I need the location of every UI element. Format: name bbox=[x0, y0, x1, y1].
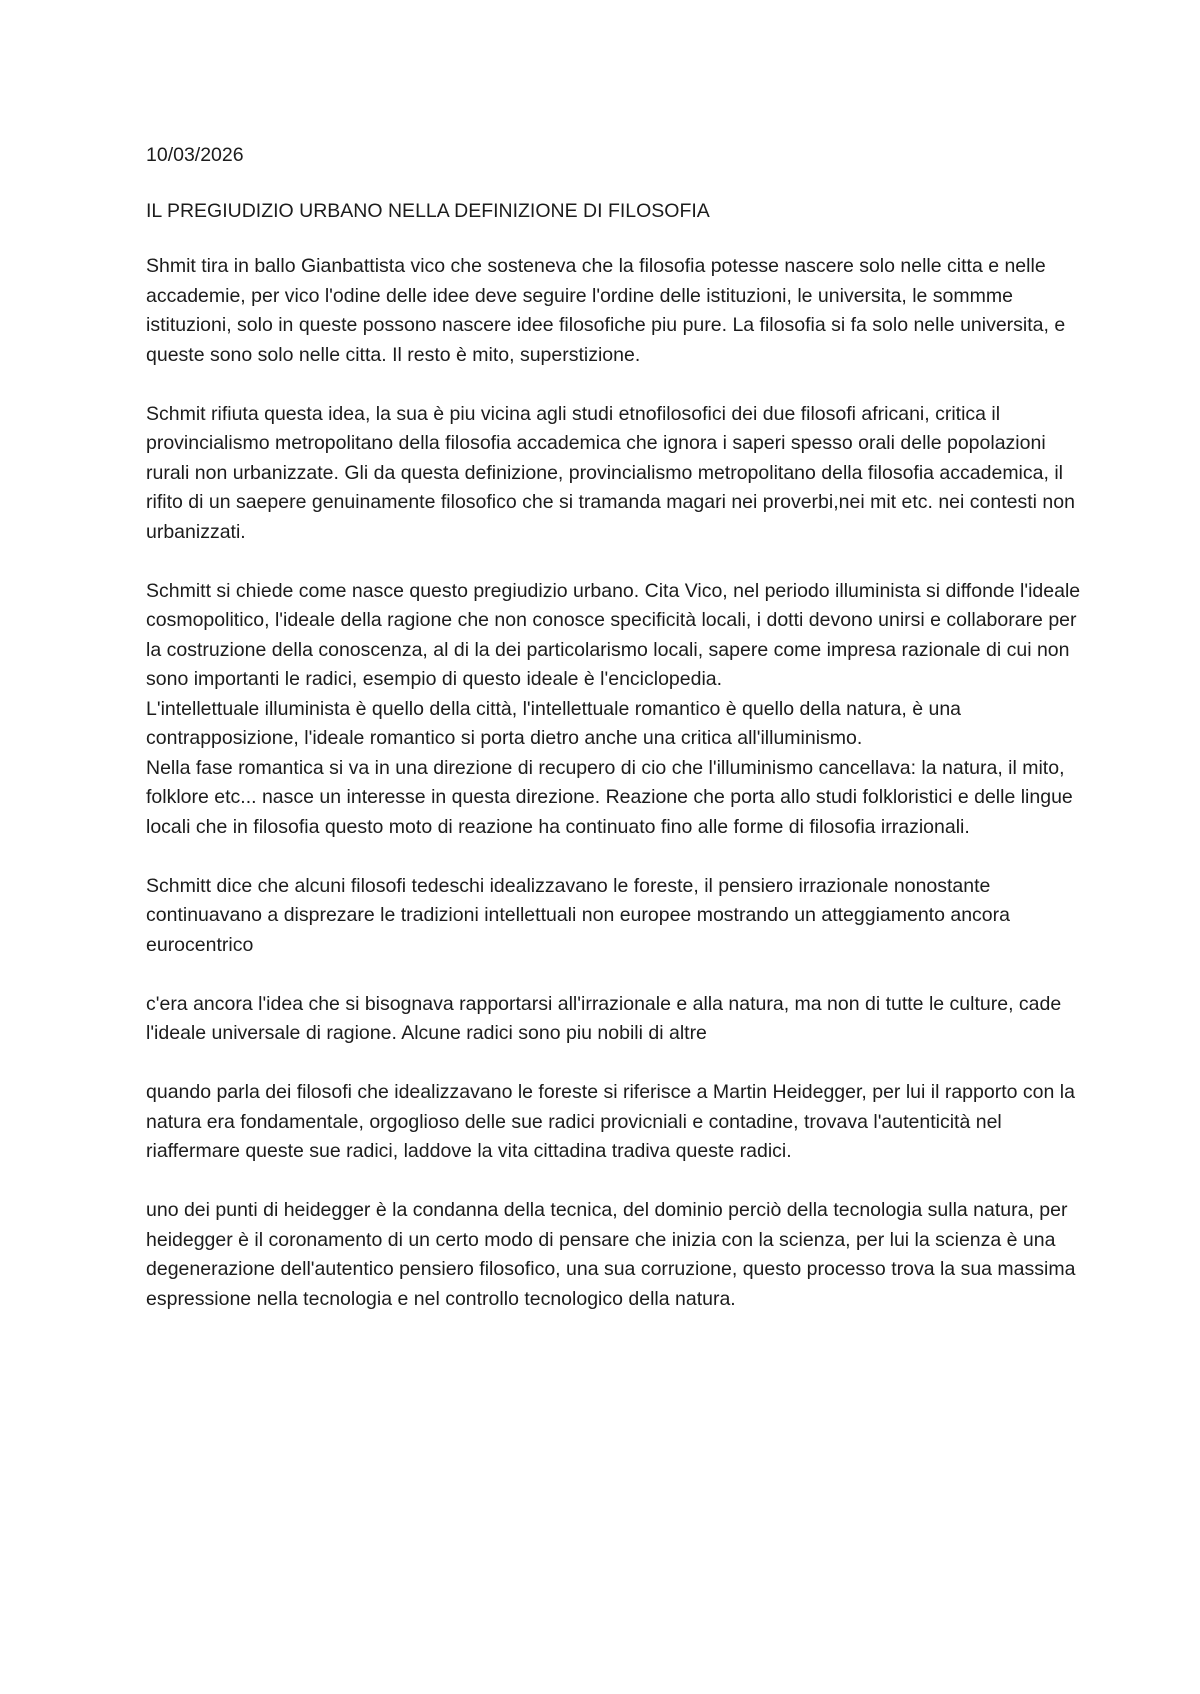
paragraph-gap bbox=[146, 960, 1086, 990]
paragraph-enlightenment-romantic: L'intellettuale illuminista è quello della città, l'intellettuale romantico è quello della natura, è una contrapposizione, l'ideale romantico si porta dietro anche una critica all'illuminismo. bbox=[146, 697, 962, 749]
paragraph-gap bbox=[146, 547, 1086, 577]
paragraph-gap bbox=[146, 1167, 1086, 1197]
paragraph-schmit-rejects: Schmit rifiuta questa idea, la sua è piu vicina agli studi etnofilosofici dei due filosofi africani, critica il provincialismo metropolitano della filosofia accademica che ignora i saperi spesso orali delle popolazioni rurali non urbanizzate. Gli da questa definizione, provincialismo metropolitano della filosofia accademica, il rifito di un saepere genuinamente filosofico che si tramanda magari nei proverbi,nei mit etc. nei contesti non urbanizzati. bbox=[146, 402, 1075, 543]
document-date: 10/03/2026 bbox=[146, 144, 244, 166]
paragraph-gap bbox=[146, 370, 1086, 400]
document-page bbox=[146, 141, 1086, 1314]
document-title: IL PREGIUDIZIO URBANO NELLA DEFINIZIONE DI FILOSOFIA bbox=[146, 199, 710, 222]
paragraph-romantic-phase: Nella fase romantica si va in una direzione di recupero di cio che l'illuminismo cancellava: la natura, il mito, folklore etc... nasce un interesse in questa direzione. Reazione che porta allo studi folkloristici e delle lingue locali che in filosofia questo moto di reazione ha continuato fino alle forme di filosofia irrazionali. bbox=[146, 756, 1073, 838]
paragraph-irrational-nature: c'era ancora l'idea che si bisognava rapportarsi all'irrazionale e alla natura, ma non di tutte le culture, cade l'ideale universale di ragione. Alcune radici sono piu nobili di altre bbox=[146, 992, 1062, 1044]
paragraph-gap bbox=[146, 842, 1086, 872]
paragraph-heidegger-roots: quando parla dei filosofi che idealizzavano le foreste si riferisce a Martin Heidegger, per lui il rapporto con la natura era fondamentale, orgoglioso delle sue radici provicniali e contadine, trovava l'autenticità nel riaffermare queste sue radici, laddove la vita cittadina tradiva queste radici. bbox=[146, 1081, 1075, 1162]
paragraph-gap bbox=[146, 1049, 1086, 1079]
paragraph-heidegger-technique: uno dei punti di heidegger è la condanna della tecnica, del dominio perciò della tecnologia sulla natura, per heidegger è il coronamento di un certo modo di pensare che inizia con la scienza, per lui la scienza è una degenerazione dell'autentico pensiero filosofico, una sua corruzione, questo processo trova la sua massima espressione nella tecnologia e nel controllo tecnologico della natura. bbox=[146, 1199, 1076, 1310]
paragraph-urban-prejudice: Schmitt si chiede come nasce questo pregiudizio urbano. Cita Vico, nel periodo illuminista si diffonde l'ideale cosmopolitico, l'ideale della ragione che non conosce specificità locali, i dotti devono unirsi e collaborare per la costruzione della conoscenza, al di la dei particolarismo locali, sapere come impresa razionale di cui non sono importanti le radici, esempio di questo ideale è l'enciclopedia. bbox=[146, 579, 1081, 690]
paragraph-german-philosophers: Schmitt dice che alcuni filosofi tedeschi idealizzavano le foreste, il pensiero irrazionale nonostante continuavano a disprezare le tradizioni intellettuali non europee mostrando un atteggiamento ancora eurocentrico bbox=[146, 874, 1010, 956]
paragraph-vico: Shmit tira in ballo Gianbattista vico che sosteneva che la filosofia potesse nascere solo nelle citta e nelle accademie, per vico l'odine delle idee deve seguire l'ordine delle istituzioni, le universita, le sommme istituzioni, solo in queste possono nascere idee filosofiche piu pure. La filosofia si fa solo nelle universita, e queste sono solo nelle citta. Il resto è mito, superstizione. bbox=[146, 255, 1066, 366]
